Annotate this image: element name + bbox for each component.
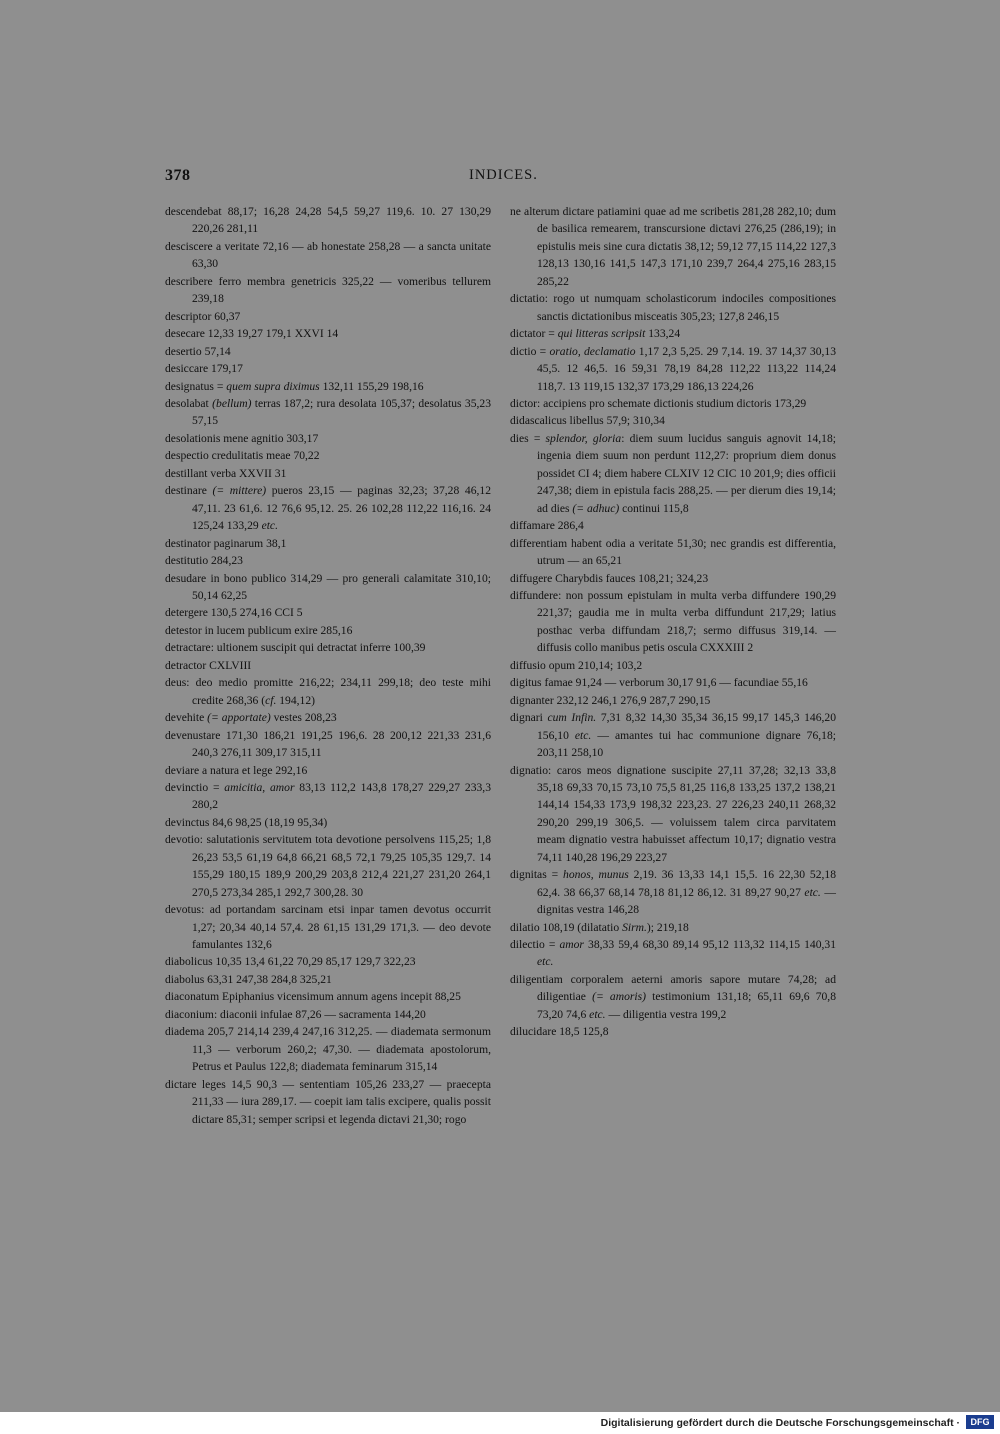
- index-entry: devinctio = amicitia, amor 83,13 112,2 143,8 178,27 229,27 233,3 280,2: [165, 780, 491, 812]
- index-entry: destinator paginarum 38,1: [165, 536, 287, 550]
- index-entry: dignanter 232,12 246,1 276,9 287,7 290,15: [510, 693, 711, 707]
- index-entry: dictator = qui litteras scripsit 133,24: [510, 327, 681, 341]
- page-number: 378: [165, 167, 191, 184]
- index-entry: devotus: ad portandam sarcinam etsi inpar tamen devotus occurrit 1,27; 20,34 40,14 57,4. 28 61,15 131,29 171,3. — deo devote famulantes 132,6: [165, 903, 491, 952]
- index-entry: dignari cum Infin. 7,31 8,32 14,30 35,34 36,15 99,17 145,3 146,20 156,10 etc. — amantes tui hac communione dignare 76,18; 203,11 258,10: [510, 711, 837, 760]
- index-entry: diabolicus 10,35 13,4 61,22 70,29 85,17 129,7 322,23: [165, 955, 416, 969]
- left-column: [165, 203, 491, 1128]
- funding-credit: Digitalisierung gefördert durch die Deutsche Forschungsgemeinschaft ·: [600, 1417, 960, 1429]
- index-entry: desolationis mene agnitio 303,17: [165, 431, 319, 445]
- index-entry: desudare in bono publico 314,29 — pro generali calamitate 310,10; 50,14 62,25: [165, 571, 491, 602]
- index-entry: dictare leges 14,5 90,3 — sententiam 105,26 233,27 — praecepta 211,33 — iura 289,17. — coepit iam talis excipere, qualis possit dictare 85,31; semper scripsi et legenda dictavi 21,30; rogo: [165, 1077, 491, 1126]
- index-entry: diabolus 63,31 247,38 284,8 325,21: [165, 972, 332, 986]
- index-entry: detestor in lucem publicum exire 285,16: [165, 623, 353, 637]
- index-entry: designatus = quem supra diximus 132,11 155,29 198,16: [165, 379, 424, 393]
- index-entry: digitus famae 91,24 — verborum 30,17 91,6 — facundiae 55,16: [510, 676, 808, 690]
- index-entry: deviare a natura et lege 292,16: [165, 763, 308, 777]
- index-entry: dilatio 108,19 (dilatatio Sirm.); 219,18: [510, 920, 689, 934]
- right-column: [510, 203, 836, 1041]
- footer-bar: [0, 1412, 1000, 1434]
- index-entry: diffugere Charybdis fauces 108,21; 324,23: [510, 571, 709, 585]
- index-entry: detractor CXLVIII: [165, 658, 252, 672]
- index-entry: dignatio: caros meos dignatione suscipite 27,11 37,28; 32,13 33,8 35,18 69,33 70,15 73,10 75,5 81,25 116,8 133,25 137,2 138,21 144,14 154,33 173,9 198,32 223,23. 27 226,23 240,11 268,32 290,20 299,19 306,5. — voluissem talem circa parvitatem meam dignatio vestra habuisset affectum 10,17; dignatio vestra 74,11 140,28 196,29 223,27: [510, 763, 836, 864]
- dfg-logo: DFG: [966, 1415, 994, 1429]
- index-entry: dilectio = amor 38,33 59,4 68,30 89,14 95,12 113,32 114,15 140,31 etc.: [510, 938, 836, 969]
- index-entry: devotio: salutationis servitutem tota devotione persolvens 115,25; 1,8 26,23 53,5 61,19 64,8 66,21 68,5 72,1 79,25 105,35 129,7. 14 155,29 180,15 189,9 200,29 203,8 212,4 221,27 231,20 264,1 270,5 273,34 285,1 292,7 300,28. 30: [165, 833, 491, 899]
- index-entry: dictio = oratio, declamatio 1,17 2,3 5,25. 29 7,14. 19. 37 14,37 30,13 45,5. 12 46,5. 16 59,31 78,19 84,28 112,22 113,22 114,24 118,7. 13 119,15 132,37 173,29 186,13 224,26: [510, 344, 836, 393]
- index-entry: detergere 130,5 274,16 CCI 5: [165, 606, 303, 620]
- index-entry: destinare (= mittere) pueros 23,15 — paginas 32,23; 37,28 46,12 47,11. 23 61,6. 12 76,6 95,12. 25. 26 102,28 112,22 116,16. 24 125,24 133,29 etc.: [165, 484, 491, 533]
- index-entry: descriptor 60,37: [165, 309, 241, 323]
- index-entry: desolabat (bellum) terras 187,2; rura desolata 105,37; desolatus 35,23 57,15: [165, 396, 491, 428]
- index-entry: diffamare 286,4: [510, 519, 584, 533]
- index-entry: desciscere a veritate 72,16 — ab honestate 258,28 — a sancta unitate 63,30: [165, 239, 491, 271]
- index-entry: destillant verba XXVII 31: [165, 466, 287, 480]
- index-entry: despectio credulitatis meae 70,22: [165, 449, 320, 463]
- index-entry: dies = splendor, gloria: diem suum lucidus sanguis agnovit 14,18; ingenia diem suum non perdunt 112,27: proprium diem donus possidet CI 4; diem habere CLXIV 12 CIC 10 201,9; dies officii 247,38; diem in epistula facis 288,25. — per dierum dies 19,14; ad dies (= adhuc) continui 115,8: [510, 431, 836, 515]
- index-entry: destitutio 284,23: [165, 554, 243, 568]
- index-entry: devenustare 171,30 186,21 191,25 196,6. 28 200,12 221,33 231,6 240,3 276,11 309,17 315,11: [165, 728, 491, 760]
- index-entry: detractare: ultionem suscipit qui detractat inferre 100,39: [165, 641, 426, 655]
- index-entry: differentiam habent odia a veritate 51,30; nec grandis est differentia, utrum — an 65,21: [510, 536, 836, 568]
- index-entry: deus: deo medio promitte 216,22; 234,11 299,18; deo teste mihi credite 268,36 (cf. 194,12): [165, 676, 491, 707]
- index-entry: desiccare 179,17: [165, 362, 243, 376]
- index-entry: dilucidare 18,5 125,8: [510, 1025, 609, 1039]
- index-entry: desertio 57,14: [165, 344, 231, 358]
- index-entry: dignitas = honos, munus 2,19. 36 13,33 14,1 15,5. 16 22,30 52,18 62,4. 38 66,37 68,14 78,18 81,12 86,12. 31 89,27 90,27 etc. — dignitas vestra 146,28: [510, 868, 836, 917]
- index-entry: diffundere: non possum epistulam in multa verba diffundere 190,29 221,37; gaudia me in multa verba diffundunt 217,29; latius posthac verba diffundam 218,7; sermo diffusus 319,14. — diffusis collo manibus petis oscula CXXXIII 2: [510, 588, 836, 655]
- index-entry: descendebat 88,17; 16,28 24,28 54,5 59,27 119,6. 10. 27 130,29 220,26 281,11: [165, 205, 491, 236]
- index-entry: diaconium: diaconii infulae 87,26 — sacramenta 144,20: [165, 1007, 426, 1021]
- index-entry: diffusio opum 210,14; 103,2: [510, 658, 643, 672]
- index-entry: diadema 205,7 214,14 239,4 247,16 312,25. — diademata sermonum 11,3 — verborum 260,2; 47,30. — diademata apostolorum, Petrus et Paulus 122,8; diademata feminarum 315,14: [165, 1025, 491, 1074]
- index-entry: diaconatum Epiphanius vicensimum annum agens incepit 88,25: [165, 990, 461, 1004]
- index-entry: didascalicus libellus 57,9; 310,34: [510, 414, 665, 428]
- index-entry: diligentiam corporalem aeterni amoris sapore mutare 74,28; ad diligentiae (= amoris) testimonium 131,18; 65,11 69,6 70,8 73,20 74,6 etc. — diligentia vestra 199,2: [510, 972, 836, 1021]
- index-entry: desecare 12,33 19,27 179,1 XXVI 14: [165, 327, 339, 341]
- index-entry: dictor: accipiens pro schemate dictionis studium dictoris 173,29: [510, 396, 807, 410]
- index-entry: devinctus 84,6 98,25 (18,19 95,34): [165, 815, 328, 829]
- running-head: INDICES.: [469, 167, 538, 183]
- index-entry: devehite (= apportate) vestes 208,23: [165, 711, 337, 725]
- index-entry: dictatio: rogo ut numquam scholasticorum indociles compositiones sanctis dictationibus misceatis 305,23; 127,8 246,15: [510, 292, 836, 323]
- index-entry: describere ferro membra genetricis 325,22 — vomeribus tellurem 239,18: [165, 274, 491, 306]
- index-entry: ne alterum dictare patiamini quae ad me scribetis 281,28 282,10; dum de basilica remearem, transcursione dictavi 276,25 (286,19); in epistulis meis sine cura dictatis 38,12; 59,12 77,15 114,22 127,3 128,13 130,16 141,5 147,3 171,10 239,7 264,4 275,16 283,15 285,22: [510, 205, 836, 288]
